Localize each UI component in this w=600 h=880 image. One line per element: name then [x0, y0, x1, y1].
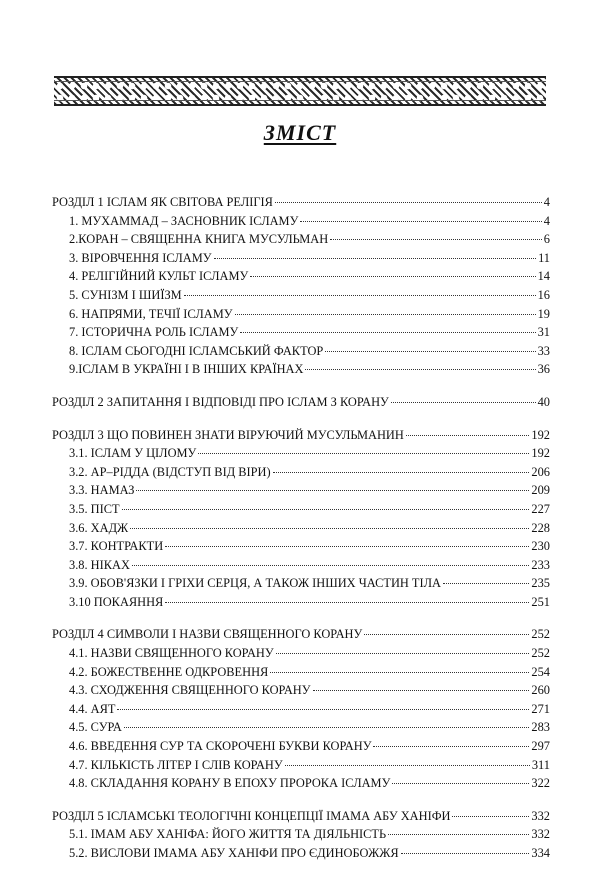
- toc-page-number: 227: [531, 501, 550, 516]
- dot-leader: [273, 472, 530, 473]
- toc-entry[interactable]: [52, 537, 550, 556]
- toc-entry-title: 4.7. КІЛЬКІСТЬ ЛІТЕР І СЛІВ КОРАНУ: [69, 757, 283, 772]
- toc-entry[interactable]: [52, 481, 550, 500]
- toc-page-number: 251: [531, 594, 550, 609]
- toc-entry-title: 4.8. СКЛАДАННЯ КОРАНУ В ЕПОХУ ПРОРОКА ІСЛАМУ: [69, 776, 391, 791]
- toc-section-heading[interactable]: [52, 426, 550, 445]
- toc-page-number: 311: [531, 757, 550, 772]
- toc-entry-title: 3. ВІРОВЧЕННЯ ІСЛАМУ: [69, 250, 212, 265]
- toc-page-number: 40: [537, 394, 550, 409]
- table-of-contents: [52, 193, 550, 877]
- toc-page-number: 228: [531, 520, 550, 535]
- dot-leader: [373, 746, 529, 747]
- toc-entry-title: 4. РЕЛІГІЙНИЙ КУЛЬТ ІСЛАМУ: [69, 269, 249, 284]
- toc-entry[interactable]: [52, 644, 550, 663]
- toc-entry-title: 3.5. ПІСТ: [69, 501, 120, 516]
- dot-leader: [325, 351, 535, 352]
- toc-page-number: 31: [537, 325, 550, 340]
- toc-page-number: 252: [531, 646, 550, 661]
- toc-entry-title: 1. МУХАММАД – ЗАСНОВНИК ІСЛАМУ: [69, 213, 299, 228]
- toc-entry[interactable]: [52, 267, 550, 286]
- toc-entry-title: 3.2. АР–РІДДА (ВІДСТУП ВІД ВІРИ): [69, 464, 271, 479]
- dot-leader: [184, 295, 536, 296]
- dot-leader: [122, 509, 530, 510]
- toc-section-heading[interactable]: [52, 393, 550, 412]
- dot-leader: [406, 435, 530, 436]
- toc-entry-title: 4.3. СХОДЖЕННЯ СВЯЩЕННОГО КОРАНУ: [69, 683, 311, 698]
- toc-page-number: 19: [537, 306, 550, 321]
- toc-page-number: 230: [531, 539, 550, 554]
- dot-leader: [388, 834, 529, 835]
- toc-section-heading[interactable]: [52, 625, 550, 644]
- ornamental-border: [54, 76, 546, 106]
- toc-entry-title: 4.5. СУРА: [69, 720, 122, 735]
- toc-entry[interactable]: [52, 844, 550, 863]
- toc-entry-title: РОЗДІЛ 4 СИМВОЛИ І НАЗВИ СВЯЩЕННОГО КОРАНУ: [52, 627, 363, 642]
- toc-entry-title: 8. ІСЛАМ СЬОГОДНІ ІСЛАМСЬКИЙ ФАКТОР: [69, 343, 324, 358]
- toc-section: [52, 426, 550, 612]
- toc-entry-title: 6. НАПРЯМИ, ТЕЧІЇ ІСЛАМУ: [69, 306, 233, 321]
- toc-entry-title: 5.1. ІМАМ АБУ ХАНІФА: ЙОГО ЖИТТЯ ТА ДІЯЛЬНІСТЬ: [69, 827, 387, 842]
- toc-entry[interactable]: [52, 574, 550, 593]
- dot-leader: [313, 690, 530, 691]
- toc-entry[interactable]: [52, 360, 550, 379]
- dot-leader: [235, 314, 536, 315]
- dot-leader: [305, 369, 535, 370]
- toc-entry[interactable]: [52, 519, 550, 538]
- dot-leader: [132, 565, 529, 566]
- toc-page-number: 252: [531, 627, 550, 642]
- toc-entry-title: 3.1. ІСЛАМ У ЦІЛОМУ: [69, 446, 197, 461]
- toc-entry[interactable]: [52, 212, 550, 231]
- toc-section-heading[interactable]: [52, 807, 550, 826]
- toc-section: [52, 393, 550, 412]
- toc-page-number: 235: [531, 576, 550, 591]
- toc-entry-title: 4.2. БОЖЕСТВЕННЕ ОДКРОВЕННЯ: [69, 664, 269, 679]
- toc-entry-title: РОЗДІЛ 5 ІСЛАМСЬКІ ТЕОЛОГІЧНІ КОНЦЕПЦІЇ ІМАМА АБУ ХАНІФИ: [52, 808, 451, 823]
- toc-entry-title: 2.КОРАН – СВЯЩЕННА КНИГА МУСУЛЬМАН: [69, 232, 329, 247]
- toc-entry[interactable]: [52, 825, 550, 844]
- toc-page-number: 209: [531, 483, 550, 498]
- toc-entry[interactable]: [52, 718, 550, 737]
- toc-entry-title: 5.2. ВИСЛОВИ ІМАМА АБУ ХАНІФИ ПРО ЄДИНОБОЖЖЯ: [69, 846, 399, 860]
- toc-entry-title: РОЗДІЛ 3 ЩО ПОВИНЕН ЗНАТИ ВІРУЮЧИЙ МУСУЛЬМАНИН: [52, 427, 404, 442]
- toc-page-number: 332: [531, 827, 550, 842]
- toc-entry[interactable]: [52, 737, 550, 756]
- toc-entry-title: 3.7. КОНТРАКТИ: [69, 539, 164, 554]
- dot-leader: [275, 202, 542, 203]
- dot-leader: [270, 672, 529, 673]
- toc-page-number: 4: [543, 195, 550, 209]
- dot-leader: [214, 258, 537, 259]
- toc-entry[interactable]: [52, 342, 550, 361]
- toc-entry-title: 3.10 ПОКАЯННЯ: [69, 594, 164, 609]
- toc-entry[interactable]: [52, 463, 550, 482]
- dot-leader: [452, 816, 529, 817]
- toc-page-number: 14: [537, 269, 550, 284]
- toc-page-number: 36: [537, 362, 550, 377]
- toc-section: [52, 807, 550, 863]
- dot-leader: [250, 276, 535, 277]
- toc-entry[interactable]: [52, 774, 550, 793]
- toc-page-number: 334: [531, 846, 550, 860]
- toc-page-number: 6: [543, 232, 550, 247]
- toc-entry[interactable]: [52, 323, 550, 342]
- dot-leader: [198, 453, 529, 454]
- toc-entry-title: 3.3. НАМАЗ: [69, 483, 135, 498]
- toc-entry-title: 5. СУНІЗМ І ШИЇЗМ: [69, 287, 182, 302]
- dot-leader: [330, 239, 542, 240]
- toc-section: [52, 625, 550, 792]
- toc-entry[interactable]: [52, 249, 550, 268]
- dot-leader: [391, 402, 536, 403]
- toc-page-number: 11: [538, 250, 550, 265]
- toc-entry-title: 3.8. НІКАХ: [69, 557, 130, 572]
- toc-entry[interactable]: [52, 756, 550, 775]
- dot-leader: [136, 490, 529, 491]
- dot-leader: [240, 332, 535, 333]
- dot-leader: [443, 583, 529, 584]
- dot-leader: [124, 727, 530, 728]
- toc-entry-title: 3.9. ОБОВ'ЯЗКИ І ГРІХИ СЕРЦЯ, А ТАКОЖ ІНШИХ ЧАСТИН ТІЛА: [69, 576, 441, 591]
- toc-page-number: 16: [537, 287, 550, 302]
- toc-page-number: 206: [531, 464, 550, 479]
- toc-entry[interactable]: [52, 700, 550, 719]
- toc-entry-title: 4.4. АЯТ: [69, 701, 116, 716]
- toc-entry[interactable]: [52, 444, 550, 463]
- toc-page-number: 4: [543, 213, 550, 228]
- dot-leader: [130, 528, 529, 529]
- toc-section-heading[interactable]: [52, 193, 550, 212]
- toc-page-number: 192: [531, 446, 550, 461]
- dot-leader: [165, 602, 529, 603]
- page-title: ЗМІСТ: [263, 120, 337, 145]
- toc-entry[interactable]: [52, 681, 550, 700]
- toc-entry-title: 4.1. НАЗВИ СВЯЩЕННОГО КОРАНУ: [69, 646, 274, 661]
- toc-entry-title: РОЗДІЛ 2 ЗАПИТАННЯ І ВІДПОВІДІ ПРО ІСЛАМ З КОРАНУ: [52, 394, 389, 409]
- toc-entry-title: 7. ІСТОРИЧНА РОЛЬ ІСЛАМУ: [69, 325, 239, 340]
- toc-entry[interactable]: [52, 556, 550, 575]
- dot-leader: [285, 765, 530, 766]
- toc-page-number: 254: [531, 664, 550, 679]
- dot-leader: [401, 853, 530, 854]
- toc-entry[interactable]: [52, 230, 550, 249]
- toc-entry-title: РОЗДІЛ 1 ІСЛАМ ЯК СВІТОВА РЕЛІГІЯ: [52, 195, 273, 209]
- dot-leader: [276, 653, 530, 654]
- toc-page-number: 192: [531, 427, 550, 442]
- dot-leader: [117, 709, 529, 710]
- dot-leader: [392, 783, 529, 784]
- toc-entry[interactable]: [52, 663, 550, 682]
- toc-page-number: 233: [531, 557, 550, 572]
- toc-entry[interactable]: [52, 305, 550, 324]
- toc-page-number: 260: [531, 683, 550, 698]
- toc-page-number: 322: [531, 776, 550, 791]
- toc-page-number: 297: [531, 739, 550, 754]
- dot-leader: [165, 546, 529, 547]
- toc-entry-title: 3.6. ХАДЖ: [69, 520, 129, 535]
- toc-entry[interactable]: [52, 593, 550, 612]
- toc-section: [52, 193, 550, 379]
- toc-entry[interactable]: [52, 286, 550, 305]
- dot-leader: [300, 221, 541, 222]
- toc-page-number: 271: [531, 701, 550, 716]
- toc-page-number: 332: [531, 808, 550, 823]
- toc-page-number: 283: [531, 720, 550, 735]
- toc-page-number: 33: [537, 343, 550, 358]
- toc-entry-title: 9.ІСЛАМ В УКРАЇНІ І В ІНШИХ КРАЇНАХ: [69, 362, 304, 377]
- toc-entry[interactable]: [52, 500, 550, 519]
- dot-leader: [364, 634, 529, 635]
- toc-entry-title: 4.6. ВВЕДЕННЯ СУР ТА СКОРОЧЕНІ БУКВИ КОРАНУ: [69, 739, 372, 754]
